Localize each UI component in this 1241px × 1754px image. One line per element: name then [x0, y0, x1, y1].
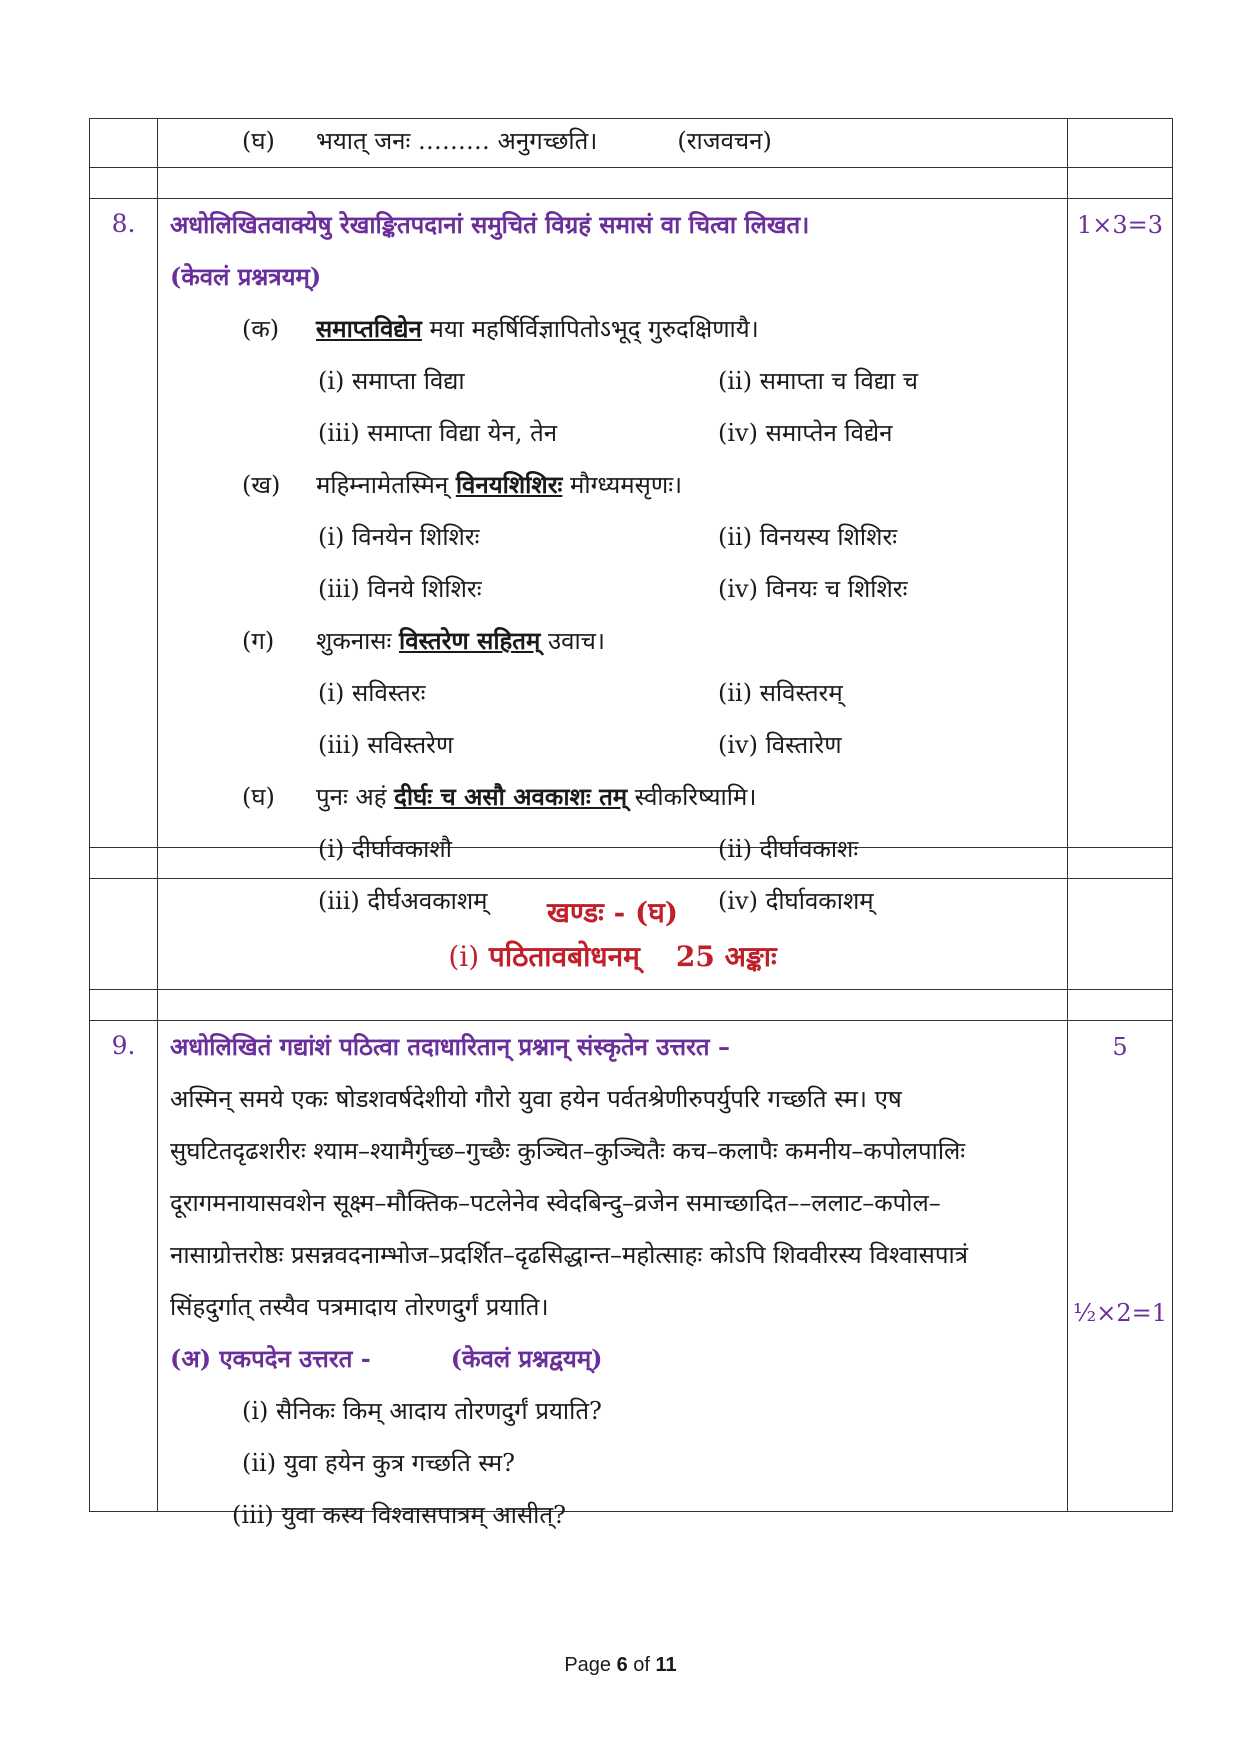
option: (ii) विनयस्य शिशिरः	[718, 523, 898, 551]
q8-item-kha	[158, 459, 1067, 511]
page-footer	[0, 1654, 1241, 1677]
section-sub-marks: 25 अङ्काः	[675, 940, 777, 973]
row-spacer	[89, 989, 1173, 1020]
passage-line: अस्मिन् समये एकः षोडशवर्षदेशीयो गौरो युवा हयेन पर्वतश्रेणीरुपर्युपरि गच्छति स्म। एष	[170, 1085, 902, 1113]
item-label: (घ)	[242, 127, 275, 155]
sentence-start: महिम्नामेतस्मिन्	[316, 471, 456, 499]
sentence-start: पुनः अहं	[316, 783, 395, 811]
q8-item-ka	[158, 303, 1067, 355]
option-row	[158, 511, 1067, 563]
footer-middle: of	[627, 1654, 656, 1676]
sub-a-title: (अ) एकपदेन उत्तरत -	[170, 1344, 371, 1373]
row-spacer	[89, 847, 1173, 878]
option-row	[158, 667, 1067, 719]
q8-instruction: अधोलिखितवाक्येषु रेखाङ्कितपदानां समुचितं विग्रहं समासं वा चित्वा लिखत।	[170, 210, 810, 239]
passage-line: सिंहदुर्गात् तस्यैव पत्रमादाय तोरणदुर्गं प्रयाति।	[170, 1293, 549, 1321]
footer-prefix: Page	[564, 1654, 617, 1676]
item-label: (क)	[242, 315, 280, 343]
q9-passage	[158, 1073, 1067, 1333]
q7-hint: (राजवचन)	[677, 127, 772, 155]
option: (i) विनयेन शिशिरः	[318, 523, 480, 551]
option-row	[158, 355, 1067, 407]
q9-sub-a-heading	[158, 1333, 1067, 1385]
option: (i) समाप्ता विद्या	[318, 367, 465, 395]
option: (ii) समाप्ता च विद्या च	[718, 367, 919, 395]
option: (ii) दीर्घावकाशः	[718, 835, 859, 863]
underlined-word: समाप्तविद्येन	[316, 314, 422, 343]
option: (iii) विनये शिशिरः	[318, 575, 482, 603]
option: (iv) समाप्तेन विद्येन	[718, 419, 893, 447]
question-number: 8.	[111, 209, 136, 238]
current-page: 6	[616, 1654, 628, 1676]
row-q9	[89, 1020, 1173, 1529]
q9-sub-a-marks: ½×2=1	[1072, 1299, 1168, 1327]
q9-instruction: अधोलिखितं गद्यांशं पठित्वा तदाधारितान् प्रश्नान् संस्कृतेन उत्तरत –	[170, 1032, 730, 1061]
passage-line: दूरागमनायासवशेन सूक्ष्म–मौक्तिक–पटलेनेव स्वेदबिन्दु–व्रजेन समाच्छादित––ललाट–कपोल–	[170, 1189, 941, 1217]
option: (iii) सविस्तरेण	[318, 731, 454, 759]
section-sub-title: पठितावबोधनम्	[488, 940, 640, 973]
item-label: (घ)	[242, 783, 275, 811]
q8-marks: 1×3=3	[1076, 211, 1164, 239]
section-title: खण्डः - (घ)	[546, 896, 678, 929]
total-pages: 11	[655, 1654, 677, 1676]
option: (iii) दीर्घअवकाशम्	[318, 887, 488, 915]
q9-marks: 5	[1112, 1033, 1128, 1061]
option: (iv) विनयः च शिशिरः	[718, 575, 908, 603]
row-section-heading	[89, 878, 1173, 989]
underlined-word: विस्तरेण सहितम्	[399, 626, 541, 655]
section-subtitle	[158, 933, 1067, 981]
item-label: (ख)	[242, 471, 281, 499]
sentence-rest: मया महर्षिर्विज्ञापितोऽभूद् गुरुदक्षिणायै।	[421, 315, 759, 343]
sentence-rest: स्वीकरिष्यामि।	[627, 783, 757, 811]
option-row	[158, 719, 1067, 771]
passage-line: नासाग्रोत्तरोष्ठः प्रसन्नवदनाम्भोज–प्रदर्शित–दृढसिद्धान्त–महोत्साहः कोऽपि शिववीरस्य विश्वासपात्रं	[170, 1241, 968, 1269]
sub-a-note: (केवलं प्रश्नद्वयम्)	[450, 1344, 603, 1373]
q8-note: (केवलं प्रश्नत्रयम्)	[170, 262, 322, 291]
section-sub-label: (i)	[448, 940, 480, 973]
option-row	[158, 563, 1067, 615]
passage-line: सुघटितदृढशरीरः श्याम–श्यामैर्गुच्छ–गुच्छैः कुञ्चित–कुञ्चितैः कच–कलापैः कमनीय–कपोलपालिः	[170, 1137, 966, 1165]
option: (iv) विस्तारेण	[718, 731, 842, 759]
row-q7-gha	[89, 118, 1173, 167]
q7-text: भयात् जनः ……… अनुगच्छति।	[316, 127, 598, 155]
q8-item-gha	[158, 771, 1067, 823]
item-label: (ग)	[242, 627, 275, 655]
q9-question: (ii) युवा हयेन कुत्र गच्छति स्म?	[242, 1449, 515, 1477]
option: (i) सविस्तरः	[318, 679, 426, 707]
sentence-rest: उवाच।	[540, 627, 606, 655]
option-row	[158, 407, 1067, 459]
sentence-rest: मौग्ध्यमसृणः।	[562, 471, 683, 499]
option: (iii) समाप्ता विद्या येन, तेन	[318, 419, 558, 447]
q9-question: (i) सैनिकः किम् आदाय तोरणदुर्गं प्रयाति?	[242, 1397, 602, 1425]
underlined-word: दीर्घः च असौ अवकाशः तम्	[394, 782, 628, 811]
sentence-start: शुकनासः	[316, 627, 399, 655]
q8-item-ga	[158, 615, 1067, 667]
question-table	[89, 118, 1173, 1529]
option: (iv) दीर्घावकाशम्	[718, 887, 874, 915]
q9-question: (iii) युवा कस्य विश्वासपात्रम् आसीत्?	[232, 1501, 566, 1529]
option: (i) दीर्घावकाशौ	[318, 835, 452, 863]
question-number: 9.	[111, 1031, 136, 1060]
option: (ii) सविस्तरम्	[718, 679, 843, 707]
row-spacer	[89, 167, 1173, 198]
underlined-word: विनयशिशिरः	[455, 470, 563, 499]
